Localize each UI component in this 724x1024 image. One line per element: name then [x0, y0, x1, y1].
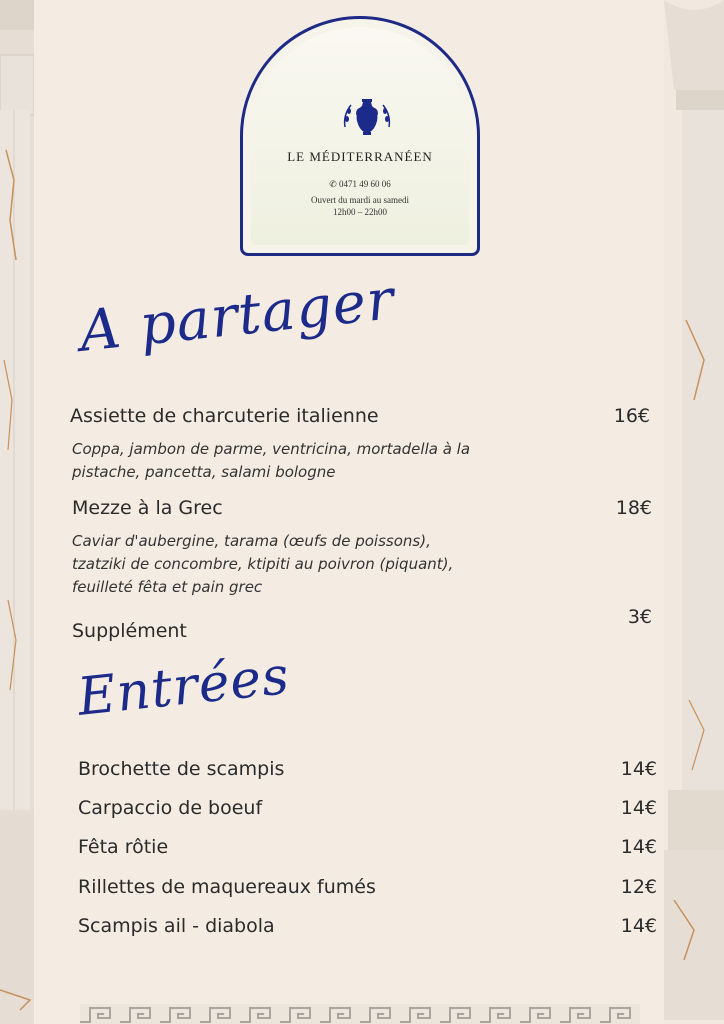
menu-item-name: Brochette de scampis: [78, 758, 285, 780]
phone-icon: ✆: [329, 179, 340, 189]
menu-item-price: 14€: [620, 915, 657, 937]
menu-item-name: Assiette de charcuterie italienne: [70, 405, 379, 427]
logo-card: [240, 16, 480, 256]
restaurant-name: LE MÉDITERRANÉEN: [287, 149, 433, 164]
menu-item-name: Supplément: [72, 620, 187, 642]
menu-item-price: 3€: [627, 606, 652, 628]
menu-item-name: Mezze à la Grec: [72, 497, 223, 519]
menu-item-name: Scampis ail - diabola: [78, 915, 275, 937]
menu-item-name: Carpaccio de boeuf: [78, 797, 263, 819]
menu-item-description: Coppa, jambon de parme, ventricina, mortadella à la pistache, pancetta, salami bologne: [72, 440, 471, 481]
menu-item-name: Rillettes de maquereaux fumés: [78, 876, 376, 898]
menu-item-name: Fêta rôtie: [78, 836, 169, 858]
menu-item-price: 18€: [615, 497, 652, 519]
phone-number: [251, 179, 469, 190]
logo-inner: [251, 27, 469, 245]
opening-days: Ouvert du mardi au samedi: [311, 195, 409, 205]
menu-item-description: Caviar d'aubergine, tarama (œufs de poissons), tzatziki de concombre, ktipiti au poivron (piquant), feuilleté fêta et pain grec: [72, 532, 454, 596]
right-column-decoration: [664, 0, 724, 1024]
greek-key-border: [80, 1004, 640, 1024]
left-column-decoration: [0, 0, 34, 1024]
menu-item-price: 14€: [620, 797, 657, 819]
phone-text: 0471 49 60 06: [339, 179, 391, 189]
section-title-partager: A partager: [76, 267, 398, 365]
section-title-entrees: Entrées: [74, 645, 293, 728]
menu-item-price: 16€: [613, 405, 650, 427]
menu-item-price: 14€: [620, 836, 657, 858]
amphora-icon: [341, 97, 393, 137]
menu-item-price: 14€: [620, 758, 657, 780]
opening-hours: 12h00 – 22h00: [333, 207, 387, 217]
menu-item-price: 12€: [620, 876, 657, 898]
